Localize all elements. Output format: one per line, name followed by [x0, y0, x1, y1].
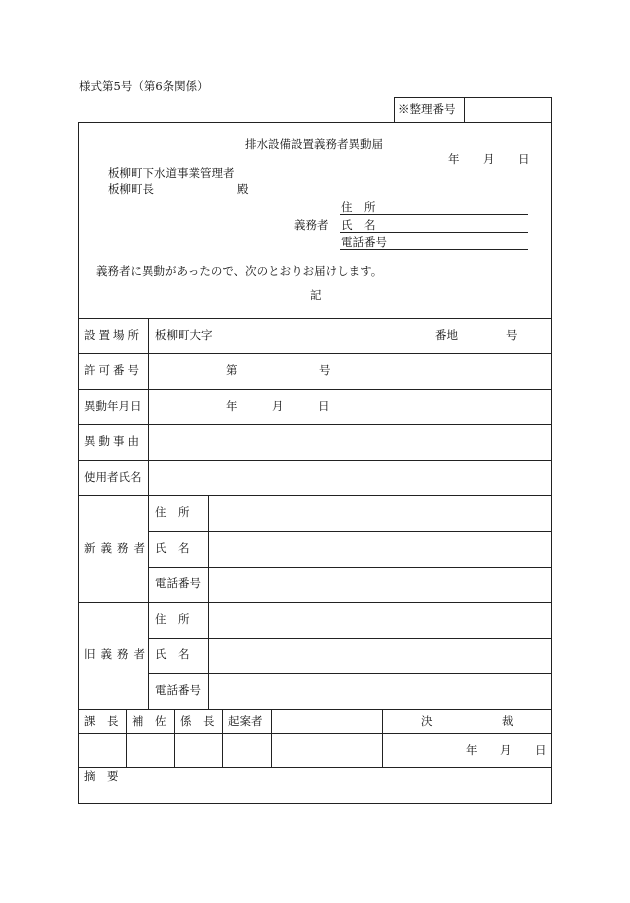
row-line-318: [78, 318, 552, 319]
row-line-389: [78, 389, 552, 390]
decision-year: 年: [466, 743, 478, 757]
row-line-460: [78, 460, 552, 461]
mgmt-box-left: [394, 97, 395, 122]
row-line-709: [78, 709, 552, 710]
mgmt-box-divider: [464, 97, 465, 122]
old-phone-label: 電話番号: [155, 683, 201, 697]
frame-left: [78, 122, 79, 804]
approval-col-2: [174, 709, 175, 767]
management-number-field[interactable]: [470, 104, 546, 118]
decision-label-2: 裁: [502, 714, 514, 728]
management-number-label: ※整理番号: [398, 102, 456, 116]
addressee-line1: 板柳町下水道事業管理者: [108, 166, 235, 180]
assistant-label: 補 佐: [132, 714, 167, 728]
subsection-chief-label: 係 長: [180, 714, 215, 728]
new-obligor-label: 新義務者: [84, 541, 150, 555]
change-date-label: 異動年月日: [84, 399, 142, 413]
approval-col-4: [271, 709, 272, 767]
location-town: 板柳町大字: [155, 328, 213, 342]
obligor-phone-label: 電話番号: [341, 235, 387, 249]
row-line-424: [78, 424, 552, 425]
reason-label: 異動事由: [84, 434, 142, 448]
old-address-label: 住 所: [155, 612, 190, 626]
old-obligor-label: 旧義務者: [84, 647, 150, 661]
permit-go: 号: [319, 363, 331, 377]
row-line-602: [78, 602, 552, 603]
obligor-address-field[interactable]: [340, 214, 528, 215]
summary-label: 摘 要: [84, 769, 119, 783]
addressee-line2: 板柳町長: [108, 182, 154, 196]
obligor-label: 義務者: [294, 218, 329, 232]
header-year-label: 年: [448, 152, 460, 166]
mgmt-box-top: [394, 97, 551, 98]
new-address-label: 住 所: [155, 505, 190, 519]
statement: 義務者に異動があったので、次のとおりお届けします。: [96, 264, 383, 278]
section-chief-label: 課 長: [84, 714, 119, 728]
obligor-name-field[interactable]: [340, 232, 528, 233]
frame-top: [78, 122, 552, 123]
user-name-label: 使用者氏名: [84, 470, 142, 484]
obligor-name-label: 氏 名: [341, 218, 376, 232]
change-month: 月: [272, 399, 284, 413]
permit-dai: 第: [226, 363, 238, 377]
change-day: 日: [318, 399, 330, 413]
decision-day: 日: [535, 743, 547, 757]
permit-label: 許可番号: [84, 363, 142, 377]
frame-bottom: [78, 803, 552, 804]
row-line-733: [78, 733, 552, 734]
honorific: 殿: [237, 182, 249, 196]
drafter-label: 起案者: [228, 714, 263, 728]
decision-label-1: 決: [421, 714, 433, 728]
header-month-label: 月: [483, 152, 495, 166]
frame-right: [551, 97, 552, 804]
form-code: 様式第5号（第6条関係）: [79, 79, 209, 93]
new-phone-label: 電話番号: [155, 576, 201, 590]
obligor-phone-field[interactable]: [340, 249, 528, 250]
row-line-767: [78, 767, 552, 768]
approval-col-1: [126, 709, 127, 767]
sublabel-col-divider: [208, 495, 209, 709]
old-name-label: 氏 名: [155, 647, 190, 661]
new-name-label: 氏 名: [155, 541, 190, 555]
approval-col-5: [382, 709, 383, 767]
row-line-353: [78, 353, 552, 354]
obligor-address-label: 住 所: [341, 200, 376, 214]
location-go: 号: [506, 328, 518, 342]
change-year: 年: [226, 399, 238, 413]
form-title: 排水設備設置義務者異動届: [245, 137, 383, 151]
ki-mark: 記: [310, 288, 322, 302]
header-day-label: 日: [518, 152, 530, 166]
location-banchi: 番地: [435, 328, 458, 342]
location-label: 設置場所: [84, 328, 142, 342]
approval-col-3: [222, 709, 223, 767]
decision-month: 月: [500, 743, 512, 757]
row-line-495: [78, 495, 552, 496]
